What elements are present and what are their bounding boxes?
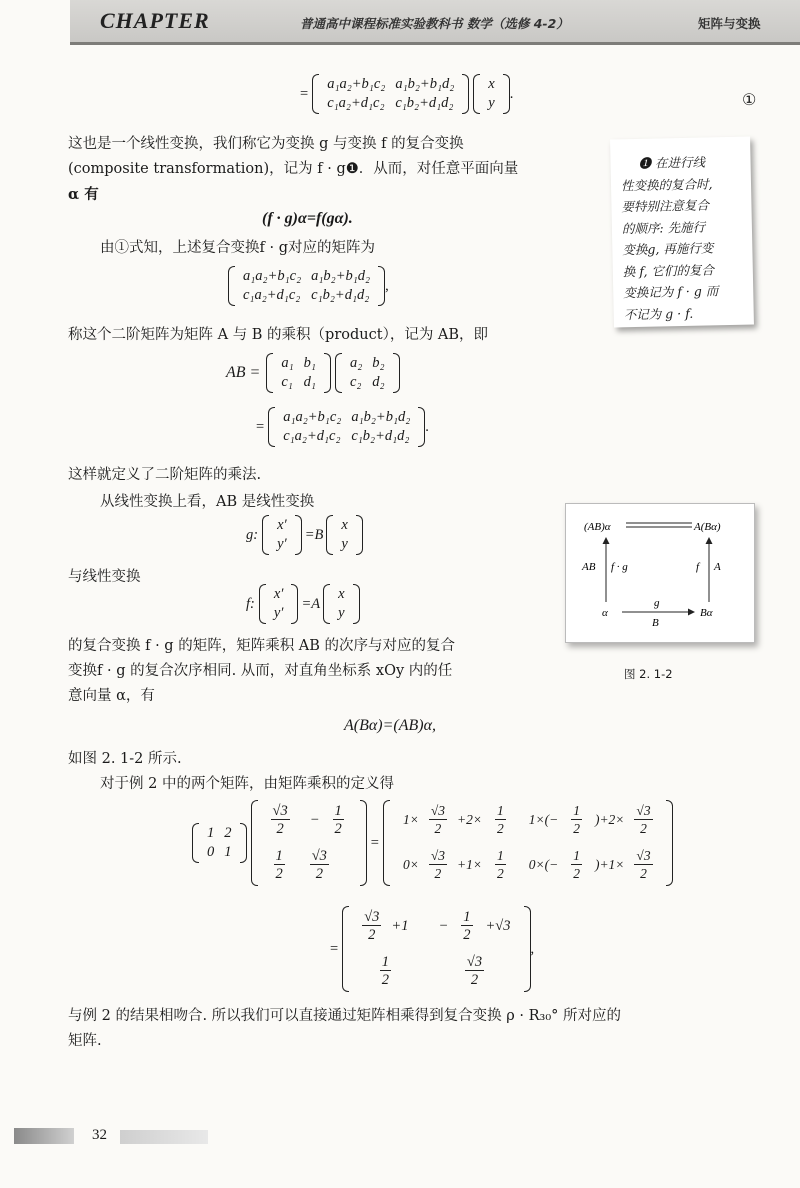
page-header bbox=[70, 0, 800, 45]
side-note: ❶ 在进行线 性变换的复合时, 要特别注意复合 的顺序: 先施行 变换g, 再施行变 换 f, 它们的复合 变换记为 f · g 而 不记为 g · f. bbox=[610, 137, 754, 328]
vector-xy: x y bbox=[473, 74, 509, 114]
label-g: g bbox=[654, 597, 660, 609]
page-number: 32 bbox=[92, 1127, 107, 1143]
paragraph-and-linear: 与线性变换 bbox=[68, 569, 141, 585]
label-b: B bbox=[652, 617, 659, 629]
matrix-product-result: a₁a₂+b₁c₂ a₁b₂+b₁d₂ c₁a₂+d₁c₂ c₁b₂+d₁d₂ bbox=[312, 74, 469, 114]
equation-2: (f · g)α=f(gα). bbox=[262, 210, 353, 227]
paragraph-product-def: 称这个二阶矩阵为矩阵 A 与 B 的乘积（product），记为 AB，即 bbox=[68, 327, 489, 343]
example-result: = $\frac{√3}{2}$ +1 − $\frac{1}{2}$ +√3 $\frac{1}{2}$ $\frac{√3}{2}$ , bbox=[330, 906, 534, 992]
paragraph-matrix-intro: 由①式知，上述复合变换f · g对应的矩阵为 bbox=[100, 240, 375, 256]
equation-f: f: x′ y′ =A x y bbox=[246, 584, 360, 624]
figure-caption: 图 2. 1-2 bbox=[624, 667, 673, 681]
label-ab: AB bbox=[582, 561, 596, 573]
equation-associative: A(Bα)=(AB)α, bbox=[344, 717, 436, 734]
label-f: f bbox=[696, 561, 700, 573]
book-title: 普通高中课程标准实验教科书 数学（选修 4-2） bbox=[300, 16, 569, 31]
paragraph-composite: 这也是一个线性变换，我们称它为变换 g 与变换 f 的复合变换 (composite transformation)，记为 f · g❶．从而，对任意平面向量 α 有 bbox=[68, 136, 519, 203]
equation-number: ① bbox=[742, 90, 757, 109]
equation-3: AB = a₁ b₁ c₁ d₁ a₂ b₂ c₂ d₂ bbox=[226, 353, 400, 393]
paragraph-figure-ref: 如图 2. 1-2 所示. bbox=[68, 751, 182, 767]
label-alpha: α bbox=[602, 607, 608, 619]
composite-matrix: a₁a₂+b₁c₂ a₁b₂+b₁d₂ c₁a₂+d₁c₂ c₁b₂+d₁d₂ , bbox=[228, 266, 389, 306]
figure-2-1-2 bbox=[565, 503, 755, 643]
paragraph-example: 对于例 2 中的两个矩阵，由矩阵乘积的定义得 bbox=[100, 776, 394, 792]
footer-decoration bbox=[120, 1130, 208, 1144]
paragraph-order: 的复合变换 f · g 的矩阵，矩阵乘积 AB 的次序与对应的复合 变换f · g 的复合次序相同. 从而，对直角坐标系 xOy 内的任 意向量 α，有 bbox=[68, 638, 456, 704]
equation-1: = a₁a₂+b₁c₂ a₁b₂+b₁d₂ c₁a₂+d₁c₂ c₁b₂+d₁d₂ x y . bbox=[300, 74, 513, 114]
paragraph-conclusion: 与例 2 的结果相吻合. 所以我们可以直接通过矩阵相乘得到复合变换 ρ · R₃₀° 所对应的 矩阵. bbox=[68, 1008, 622, 1049]
section-title: 矩阵与变换 bbox=[698, 16, 761, 31]
commutative-diagram bbox=[566, 504, 754, 642]
paragraph-definition: 这样就定义了二阶矩阵的乘法. bbox=[68, 467, 262, 483]
label-ab-alpha: (AB)α bbox=[584, 521, 611, 533]
chapter-label: CHAPTER bbox=[100, 8, 210, 33]
paragraph-linear: 从线性变换上看，AB 是线性变换 bbox=[100, 494, 315, 510]
label-a: A bbox=[714, 561, 721, 573]
example-product: 1 2 0 1 $\frac{√3}{2}$ − $\frac{1}{2}$ $\frac{1}{2}$ $\frac{√3}{2}$ = 1× $\frac{√3}{2}$ +2× $\frac{1}{2}$ 1×(− $\frac{1}{2}$ )+2× $\frac{√3}{2}$ 0× $\frac{√3}{2}$ +1× $\frac{1}{2}$ 0×(− $\frac{1}{2}$ )+1× $\frac{√3}{2}$ bbox=[192, 800, 673, 886]
label-f-g: f · g bbox=[611, 561, 628, 573]
footer-bar bbox=[14, 1128, 74, 1144]
label-b-alpha: Bα bbox=[700, 607, 713, 619]
equation-g: g: x′ y′ =B x y bbox=[246, 515, 363, 555]
equation-3-result: = a₁a₂+b₁c₂ a₁b₂+b₁d₂ c₁a₂+d₁c₂ c₁b₂+d₁d₂ . bbox=[256, 407, 429, 447]
label-a-b-alpha: A(Bα) bbox=[694, 521, 721, 533]
